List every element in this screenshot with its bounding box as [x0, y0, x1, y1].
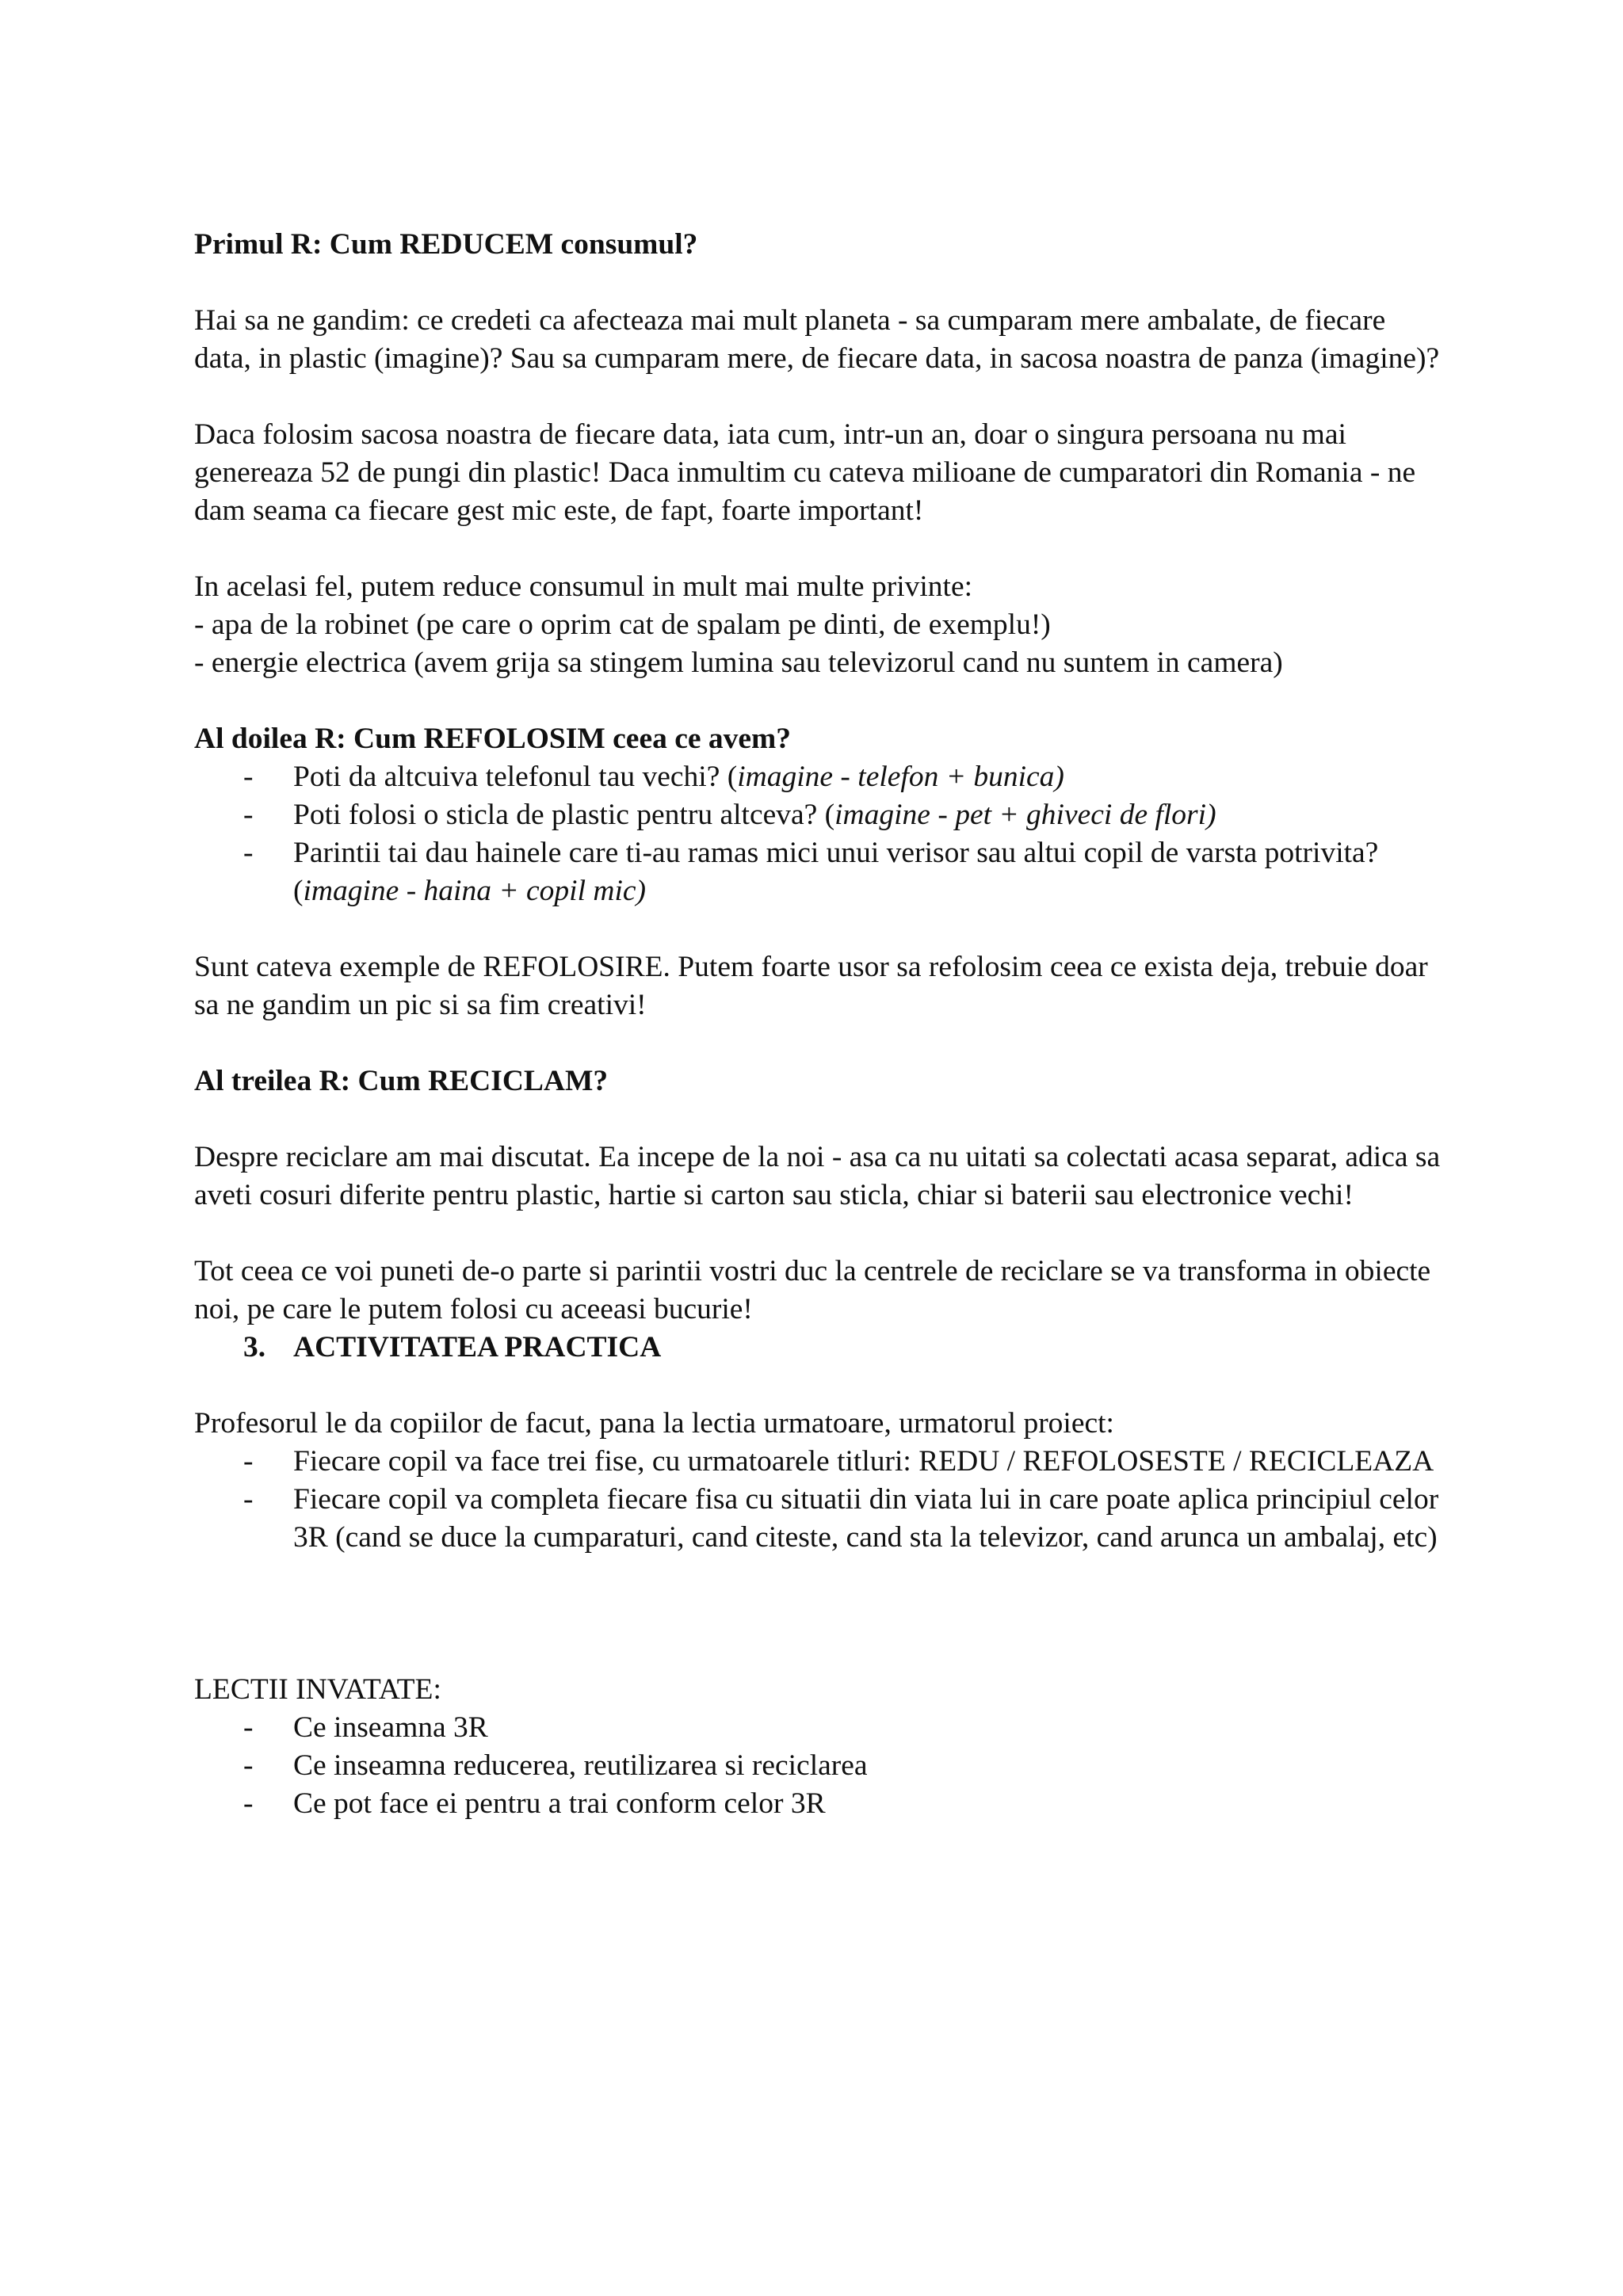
dash-bullet: -	[243, 837, 254, 869]
list-item-text: Poti folosi o sticla de plastic pentru altceva? (	[293, 799, 835, 831]
list-item	[194, 1785, 1446, 1823]
list-item-italic: imagine - haina + copil mic)	[303, 875, 647, 907]
dash-bullet: -	[243, 1787, 254, 1820]
section-heading-recycle: Al treilea R: Cum RECICLAM?	[194, 1065, 609, 1097]
list-item-text: Parintii tai dau hainele care ti-au ramas mici unui verisor sau altui copil de varsta potrivita? (	[293, 837, 1379, 907]
section-number: 3.	[243, 1331, 266, 1363]
dash-bullet: -	[243, 1483, 254, 1516]
dash-bullet: -	[243, 1711, 254, 1744]
paragraph-reduce-ways: In acelasi fel, putem reduce consumul in mult mai multe privinte:	[194, 570, 973, 603]
numbered-section-list	[194, 1329, 1446, 1367]
list-item-text: Ce inseamna 3R	[293, 1711, 488, 1744]
list-item-text: Fiecare copil va completa fiecare fisa cu situatii din viata lui in care poate aplica principiul celor 3R (cand se duce la cumparaturi, cand citeste, cand sta la televizor, cand arunca un ambalaj, etc)	[293, 1483, 1439, 1554]
paragraph-recycle-centers: Tot ceea ce voi puneti de-o parte si parintii vostri duc la centrele de reciclare se va transforma in obiecte noi, pe care le putem folosi cu aceeasi bucurie!	[194, 1255, 1431, 1325]
reuse-list	[194, 758, 1446, 910]
lessons-list	[194, 1709, 1446, 1823]
list-item	[194, 1481, 1446, 1557]
list-item	[194, 796, 1446, 834]
list-item	[194, 1443, 1446, 1481]
project-list	[194, 1443, 1446, 1557]
list-item-text: Fiecare copil va face trei fise, cu urmatoarele titluri: REDU / REFOLOSESTE / RECICLEAZA	[293, 1445, 1434, 1478]
list-item-text: Poti da altcuiva telefonul tau vechi? (	[293, 761, 738, 793]
dash-bullet: -	[243, 1749, 254, 1782]
list-item-text: Ce inseamna reducerea, reutilizarea si reciclarea	[293, 1749, 868, 1782]
list-item-italic: imagine - telefon + bunica)	[737, 761, 1064, 793]
section-title: ACTIVITATEA PRACTICA	[293, 1331, 662, 1363]
list-item	[194, 758, 1446, 796]
paragraph-recycle-sorting: Despre reciclare am mai discutat. Ea incepe de la noi - asa ca nu uitati sa colectati acasa separat, adica sa aveti cosuri diferite pentru plastic, hartie si carton sau sticla, chiar si baterii sau electronice vechi!	[194, 1141, 1441, 1211]
paragraph-reduce-bags: Daca folosim sacosa noastra de fiecare data, iata cum, intr-un an, doar o singura persoana nu mai genereaza 52 de pungi din plastic! Daca inmultim cu cateva milioane de cumparatori din Romania - ne dam seama ca fiecare gest mic este, de fapt, foarte important!	[194, 418, 1416, 527]
reduce-example-electricity: - energie electrica (avem grija sa stingem lumina sau televizorul cand nu suntem in camera)	[194, 646, 1283, 679]
reduce-example-water: - apa de la robinet (pe care o oprim cat de spalam pe dinti, de exemplu!)	[194, 608, 1051, 641]
list-item	[194, 1709, 1446, 1747]
list-item-text: Ce pot face ei pentru a trai conform celor 3R	[293, 1787, 826, 1820]
dash-bullet: -	[243, 761, 254, 793]
paragraph-reduce-intro: Hai sa ne gandim: ce credeti ca afecteaza mai mult planeta - sa cumparam mere ambalate, de fiecare data, in plastic (imagine)? Sau sa cumparam mere, de fiecare data, in sacosa noastra de panza (imagine)?	[194, 304, 1440, 375]
section-heading-reuse: Al doilea R: Cum REFOLOSIM ceea ce avem?	[194, 723, 792, 755]
list-item	[194, 1747, 1446, 1785]
paragraph-reuse-summary: Sunt cateva exemple de REFOLOSIRE. Putem foarte usor sa refolosim ceea ce exista deja, trebuie doar sa ne gandim un pic si sa fim creativi!	[194, 951, 1428, 1021]
dash-bullet: -	[243, 799, 254, 831]
document-page	[194, 226, 1446, 1823]
dash-bullet: -	[243, 1445, 254, 1478]
list-item	[194, 834, 1446, 910]
lessons-learned-heading: LECTII INVATATE:	[194, 1673, 441, 1706]
paragraph-project-intro: Profesorul le da copiilor de facut, pana la lectia urmatoare, urmatorul proiect:	[194, 1407, 1114, 1440]
list-item-italic: imagine - pet + ghiveci de flori)	[834, 799, 1216, 831]
section-heading-practical-activity	[194, 1329, 1446, 1367]
section-heading-reduce: Primul R: Cum REDUCEM consumul?	[194, 228, 698, 261]
